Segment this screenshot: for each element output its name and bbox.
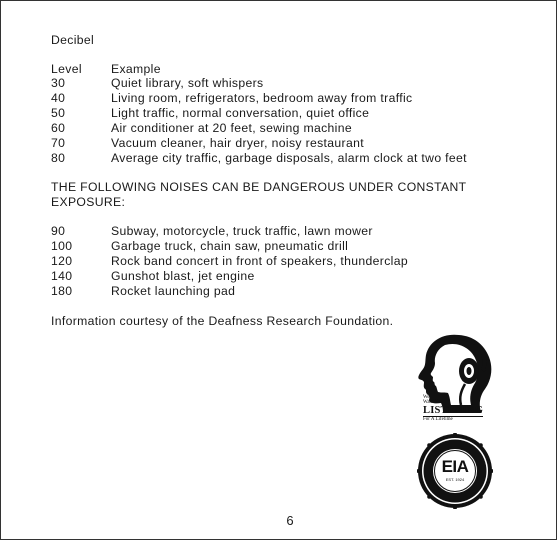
example-text: Rocket launching pad (111, 284, 236, 298)
level-value: 180 (51, 284, 73, 298)
level-value: 100 (51, 239, 73, 253)
warning-heading-line2: EXPOSURE: (51, 195, 126, 209)
example-text: Gunshot blast, jet engine (111, 269, 255, 283)
credit-text: Information courtesy of the Deafness Research Foundation. (51, 314, 394, 328)
example-text: Air conditioner at 20 feet, sewing machine (111, 121, 352, 135)
logo-text-listening: LISTENING (423, 405, 484, 416)
eia-seal-logo (417, 433, 493, 509)
example-text: Garbage truck, chain saw, pneumatic drill (111, 239, 349, 253)
warning-heading-line1: THE FOLLOWING NOISES CAN BE DANGEROUS UNDER CONSTANT (51, 180, 467, 194)
example-text: Subway, motorcycle, truck traffic, lawn mower (111, 224, 373, 238)
level-value: 70 (51, 136, 66, 150)
eia-ring-text (417, 433, 493, 509)
example-text: Average city traffic, garbage disposals, alarm clock at two feet (111, 151, 467, 165)
heading-decibel: Decibel (51, 33, 95, 47)
logo-text-want-you: Want You (423, 400, 443, 405)
example-text: Living room, refrigerators, bedroom away from traffic (111, 91, 413, 105)
page-number: 6 (286, 513, 294, 528)
column-header-example: Example (111, 62, 161, 76)
example-text: Quiet library, soft whispers (111, 76, 264, 90)
level-value: 90 (51, 224, 66, 238)
level-value: 40 (51, 91, 66, 105)
level-value: 50 (51, 106, 66, 120)
listening-logo (415, 331, 495, 423)
example-text: Rock band concert in front of speakers, thunderclap (111, 254, 408, 268)
example-text: Vacuum cleaner, hair dryer, noisy restaurant (111, 136, 364, 150)
logo-text-we: We (423, 395, 430, 400)
level-value: 30 (51, 76, 66, 90)
column-header-level: Level (51, 62, 82, 76)
eia-est-text: EST. 1924 (445, 477, 465, 482)
eia-letters: EIA (441, 457, 469, 476)
logo-text-for-a-lifetime: For A Lifetime (423, 417, 453, 422)
level-value: 120 (51, 254, 73, 268)
level-value: 80 (51, 151, 66, 165)
level-value: 140 (51, 269, 73, 283)
level-value: 60 (51, 121, 66, 135)
example-text: Light traffic, normal conversation, quiet office (111, 106, 370, 120)
